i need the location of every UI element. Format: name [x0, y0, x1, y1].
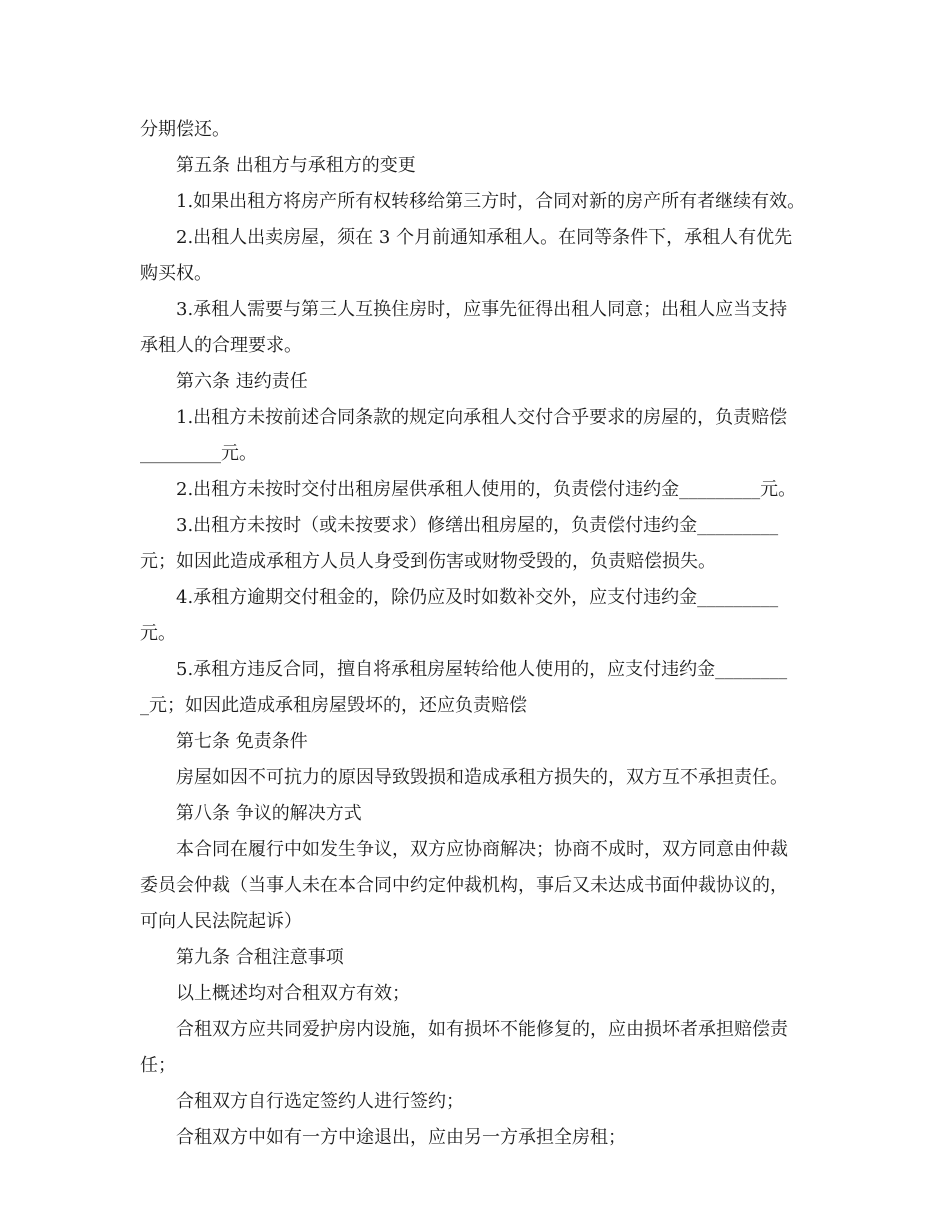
document-line: 元。 — [140, 623, 176, 644]
document-line: 购买权。 — [140, 263, 212, 284]
document-line: 分期偿还。 — [140, 119, 230, 140]
document-line: 2.出租人出卖房屋，须在 3 个月前通知承租人。在同等条件下，承租人有优先 — [176, 227, 793, 248]
document-line: 第六条 违约责任 — [176, 371, 308, 392]
document-page — [140, 112, 820, 1156]
document-line: 本合同在履行中如发生争议，双方应协商解决；协商不成时，双方同意由仲裁 — [176, 839, 788, 860]
document-line: 3.承租人需要与第三人互换住房时，应事先征得出租人同意；出租人应当支持 — [176, 299, 788, 320]
document-line: 第五条 出租方与承租方的变更 — [176, 155, 416, 176]
document-line: _________元。 — [140, 443, 257, 464]
document-line: 1.如果出租方将房产所有权转移给第三方时，合同对新的房产所有者继续有效。 — [176, 191, 806, 212]
document-line: _元；如因此造成承租房屋毁坏的，还应负责赔偿 — [140, 695, 527, 716]
document-line: 合租双方应共同爱护房内设施，如有损坏不能修复的，应由损坏者承担赔偿责 — [176, 1019, 788, 1040]
document-line: 2.出租方未按时交付出租房屋供承租人使用的，负责偿付违约金_________元。 — [176, 479, 797, 500]
document-line: 3.出租方未按时（或未按要求）修缮出租房屋的，负责偿付违约金_________ — [176, 515, 779, 536]
document-line: 1.出租方未按前述合同条款的规定向承租人交付合乎要求的房屋的，负责赔偿 — [176, 407, 788, 428]
document-line: 房屋如因不可抗力的原因导致毁损和造成承租方损失的，双方互不承担责任。 — [176, 767, 788, 788]
document-line: 任； — [140, 1055, 176, 1076]
document-line: 合租双方中如有一方中途退出，应由另一方承担全房租； — [176, 1127, 626, 1148]
document-line: 第七条 免责条件 — [176, 731, 308, 752]
document-line: 委员会仲裁（当事人未在本合同中约定仲裁机构，事后又未达成书面仲裁协议的， — [140, 875, 788, 896]
document-line: 承租人的合理要求。 — [140, 335, 302, 356]
document-line: 第八条 争议的解决方式 — [176, 803, 362, 824]
document-line: 以上概述均对合租双方有效； — [176, 983, 410, 1004]
document-line: 合租双方自行选定签约人进行签约； — [176, 1091, 464, 1112]
document-line: 第九条 合租注意事项 — [176, 947, 344, 968]
document-line: 4.承租方逾期交付租金的，除仍应及时如数补交外，应支付违约金_________ — [176, 587, 779, 608]
document-line: 元；如因此造成承租方人员人身受到伤害或财物受毁的，负责赔偿损失。 — [140, 551, 716, 572]
document-line: 5.承租方违反合同，擅自将承租房屋转给他人使用的，应支付违约金________ — [176, 659, 788, 680]
document-line: 可向人民法院起诉） — [140, 911, 302, 932]
